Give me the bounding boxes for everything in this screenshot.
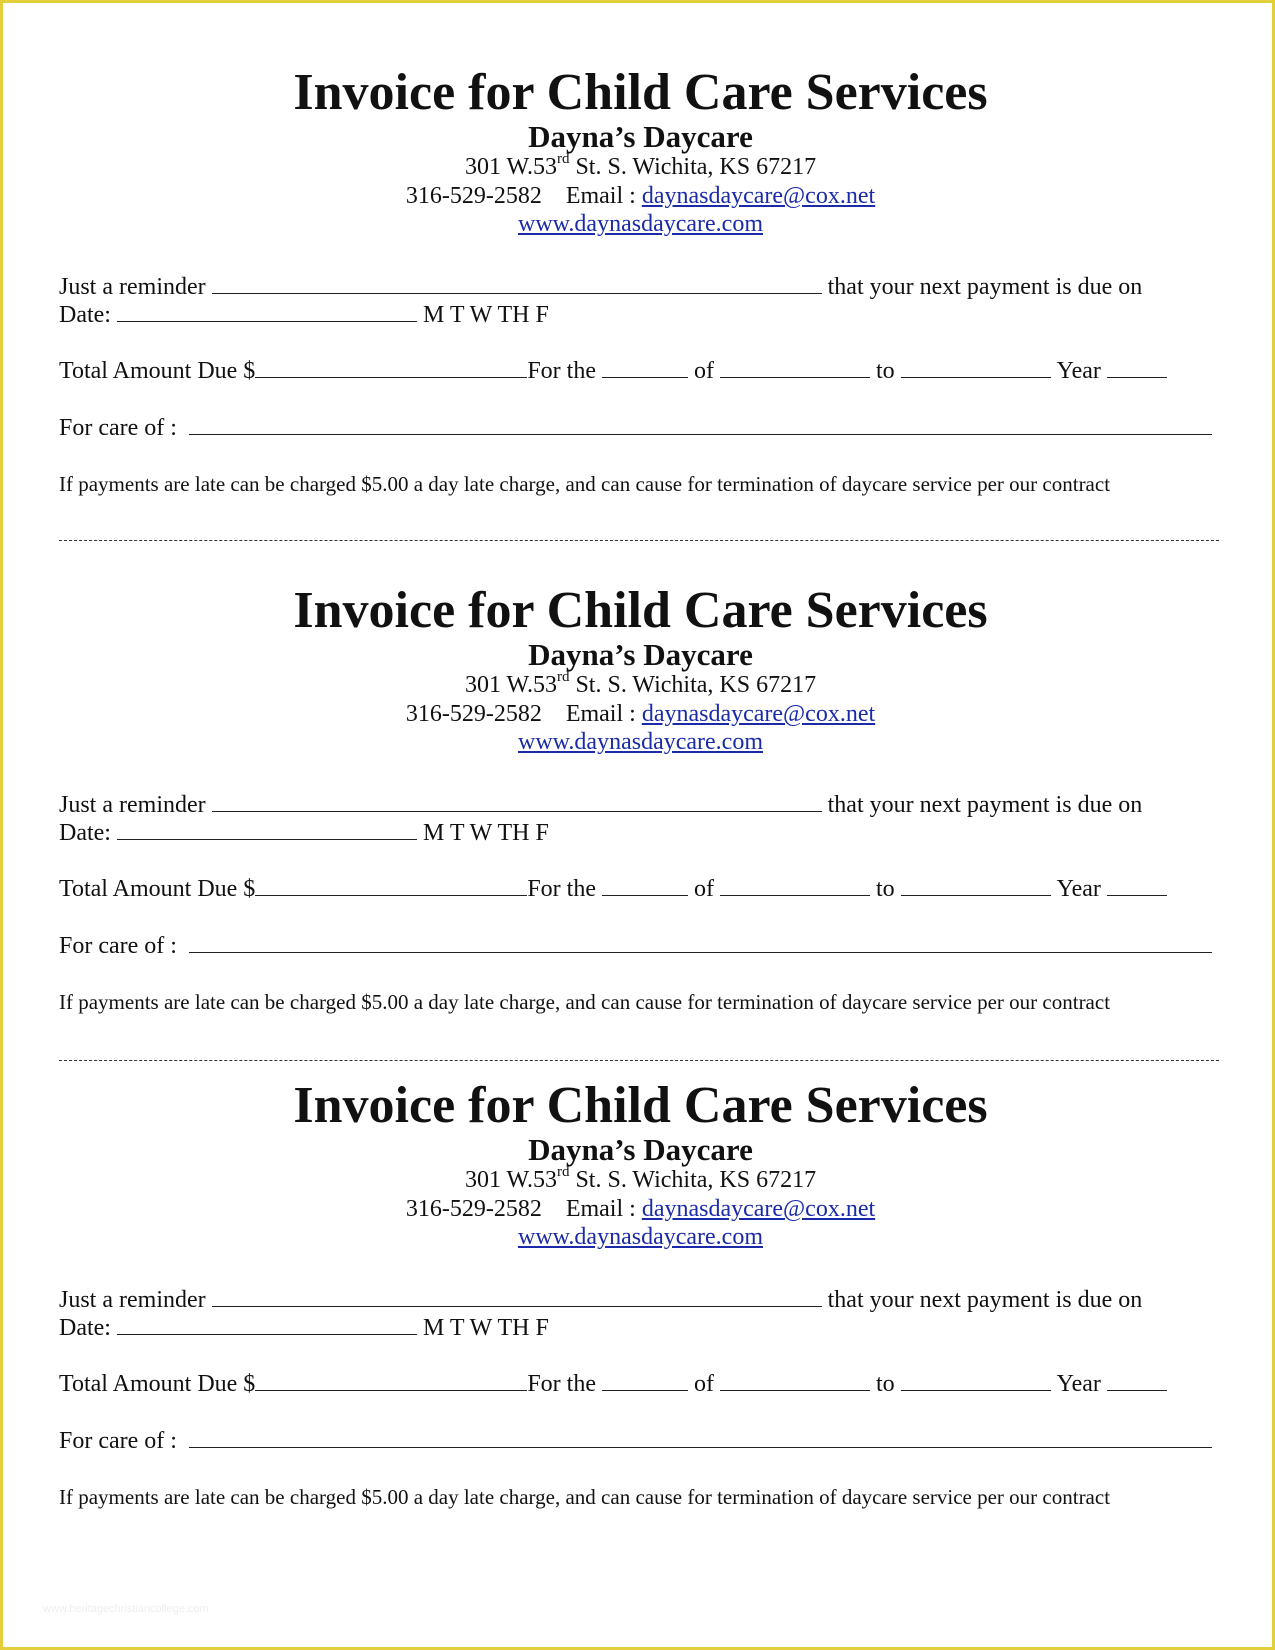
late-payment-notice: If payments are late can be charged $5.00 a day late charge, and can cause for termination of daycare service per our contract	[59, 472, 1111, 496]
invoice-section	[3, 63, 1275, 513]
to-label: to	[875, 876, 895, 902]
invoice-title: Invoice for Child Care Services	[293, 1077, 988, 1134]
year-blank[interactable]	[1107, 875, 1167, 896]
to-blank[interactable]	[901, 357, 1051, 378]
to-label: to	[875, 1371, 895, 1397]
care-of-line	[59, 414, 1212, 442]
year-label: Year	[1056, 876, 1101, 902]
amount-blank[interactable]	[255, 357, 527, 378]
email-label: Email :	[565, 701, 636, 727]
business-name: Dayna’s Daycare	[528, 119, 753, 154]
reminder-line	[59, 273, 1142, 301]
period-blank[interactable]	[602, 1370, 688, 1391]
invoice-title: Invoice for Child Care Services	[293, 582, 988, 639]
total-label: Total Amount Due $	[59, 358, 256, 384]
late-payment-notice: If payments are late can be charged $5.00 a day late charge, and can cause for termination of daycare service per our contract	[59, 1485, 1111, 1509]
date-blank[interactable]	[117, 819, 417, 840]
total-line	[59, 1370, 1167, 1398]
to-blank[interactable]	[901, 875, 1051, 896]
website-line	[3, 1223, 1275, 1251]
period-blank[interactable]	[602, 357, 688, 378]
reminder-label: Just a reminder	[59, 792, 206, 818]
contact-line	[3, 1195, 1275, 1223]
for-the-label: For the	[527, 1371, 596, 1397]
total-label: Total Amount Due $	[59, 1371, 256, 1397]
business-address	[3, 671, 1275, 699]
cut-line-separator	[59, 540, 1219, 541]
business-address	[3, 1166, 1275, 1194]
care-of-line	[59, 932, 1212, 960]
amount-blank[interactable]	[255, 875, 527, 896]
care-of-blank[interactable]	[189, 1427, 1212, 1448]
care-of-blank[interactable]	[189, 414, 1212, 435]
for-the-label: For the	[527, 876, 596, 902]
invoice-section	[3, 581, 1275, 1031]
address-street: 301 W.53	[464, 1167, 557, 1193]
of-label: of	[693, 1371, 714, 1397]
of-label: of	[693, 876, 714, 902]
amount-blank[interactable]	[255, 1370, 527, 1391]
care-of-line	[59, 1427, 1212, 1455]
address-street: 301 W.53	[464, 154, 557, 180]
email-label: Email :	[565, 183, 636, 209]
reminder-name-blank[interactable]	[212, 1286, 822, 1307]
care-of-label: For care of :	[59, 1428, 177, 1454]
email-label: Email :	[565, 1196, 636, 1222]
address-street: 301 W.53	[464, 672, 557, 698]
care-of-label: For care of :	[59, 415, 177, 441]
total-line	[59, 357, 1167, 385]
phone-number: 316-529-2582	[405, 183, 542, 209]
weekday-options: M T W TH F	[422, 302, 549, 328]
business-name: Dayna’s Daycare	[528, 637, 753, 672]
reminder-label: Just a reminder	[59, 274, 206, 300]
from-blank[interactable]	[720, 875, 870, 896]
address-city: St. S. Wichita, KS 67217	[569, 154, 817, 180]
invoice-section	[3, 1076, 1275, 1526]
reminder-suffix: that your next payment is due on	[827, 1287, 1143, 1313]
contact-line	[3, 182, 1275, 210]
date-blank[interactable]	[117, 301, 417, 322]
date-label: Date:	[59, 820, 111, 846]
to-label: to	[875, 358, 895, 384]
address-city: St. S. Wichita, KS 67217	[569, 1167, 817, 1193]
email-link[interactable]: daynasdaycare@cox.net	[641, 701, 876, 727]
care-of-label: For care of :	[59, 933, 177, 959]
invoice-title: Invoice for Child Care Services	[293, 64, 988, 121]
year-label: Year	[1056, 358, 1101, 384]
website-link[interactable]: www.daynasdaycare.com	[517, 729, 763, 755]
website-line	[3, 728, 1275, 756]
address-ordinal: rd	[556, 1164, 570, 1180]
weekday-options: M T W TH F	[422, 1315, 549, 1341]
address-ordinal: rd	[556, 669, 570, 685]
phone-number: 316-529-2582	[405, 701, 542, 727]
date-label: Date:	[59, 302, 111, 328]
to-blank[interactable]	[901, 1370, 1051, 1391]
date-line	[59, 1314, 549, 1342]
contact-line	[3, 700, 1275, 728]
date-label: Date:	[59, 1315, 111, 1341]
business-address	[3, 153, 1275, 181]
reminder-line	[59, 1286, 1142, 1314]
date-line	[59, 819, 549, 847]
reminder-name-blank[interactable]	[212, 273, 822, 294]
care-of-blank[interactable]	[189, 932, 1212, 953]
email-link[interactable]: daynasdaycare@cox.net	[641, 183, 876, 209]
date-blank[interactable]	[117, 1314, 417, 1335]
reminder-line	[59, 791, 1142, 819]
phone-number: 316-529-2582	[405, 1196, 542, 1222]
watermark-text: www.heritagechristiancollege.com	[43, 1603, 209, 1615]
from-blank[interactable]	[720, 357, 870, 378]
date-line	[59, 301, 549, 329]
cut-line-separator	[59, 1060, 1219, 1061]
address-ordinal: rd	[556, 151, 570, 167]
total-line	[59, 875, 1167, 903]
late-payment-notice: If payments are late can be charged $5.00 a day late charge, and can cause for termination of daycare service per our contract	[59, 990, 1111, 1014]
weekday-options: M T W TH F	[422, 820, 549, 846]
business-name: Dayna’s Daycare	[528, 1132, 753, 1167]
for-the-label: For the	[527, 358, 596, 384]
year-blank[interactable]	[1107, 1370, 1167, 1391]
from-blank[interactable]	[720, 1370, 870, 1391]
email-link[interactable]: daynasdaycare@cox.net	[641, 1196, 876, 1222]
address-city: St. S. Wichita, KS 67217	[569, 672, 817, 698]
website-link[interactable]: www.daynasdaycare.com	[517, 211, 763, 237]
of-label: of	[693, 358, 714, 384]
total-label: Total Amount Due $	[59, 876, 256, 902]
period-blank[interactable]	[602, 875, 688, 896]
year-label: Year	[1056, 1371, 1101, 1397]
reminder-label: Just a reminder	[59, 1287, 206, 1313]
reminder-name-blank[interactable]	[212, 791, 822, 812]
reminder-suffix: that your next payment is due on	[827, 274, 1143, 300]
website-link[interactable]: www.daynasdaycare.com	[517, 1224, 763, 1250]
website-line	[3, 210, 1275, 238]
year-blank[interactable]	[1107, 357, 1167, 378]
reminder-suffix: that your next payment is due on	[827, 792, 1143, 818]
